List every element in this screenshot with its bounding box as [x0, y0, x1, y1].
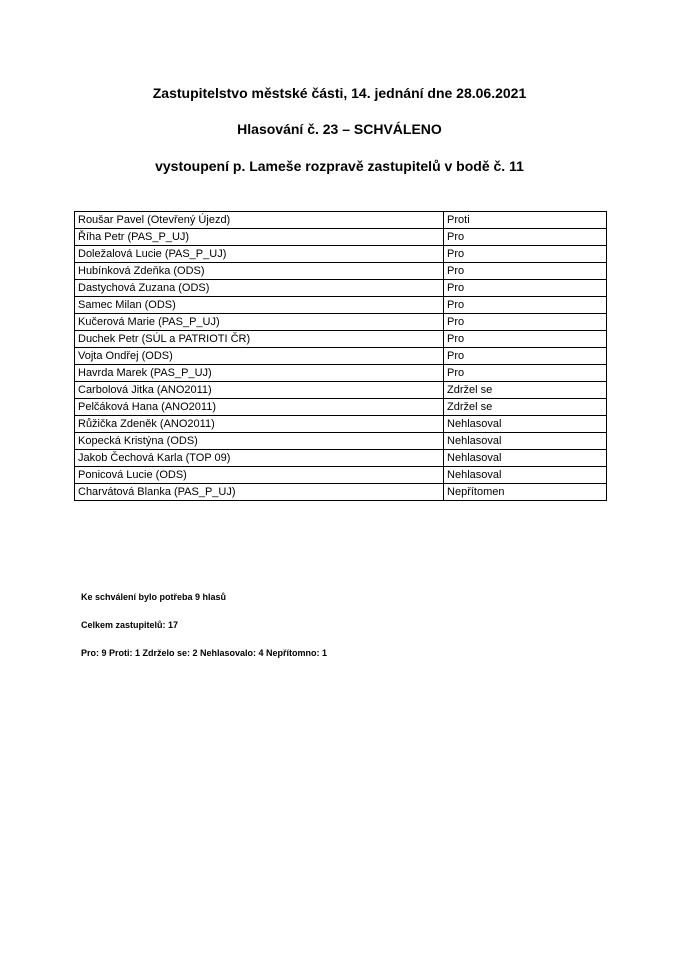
member-vote-cell: Pro: [444, 365, 607, 382]
vote-result-heading: Hlasování č. 23 – SCHVÁLENO: [237, 121, 442, 137]
member-vote-cell: Nehlasoval: [444, 467, 607, 484]
member-vote-cell: Zdržel se: [444, 399, 607, 416]
member-name-cell: Hubínková Zdeňka (ODS): [75, 263, 444, 280]
member-name-cell: Kopecká Kristýna (ODS): [75, 433, 444, 450]
member-name-cell: Ponicová Lucie (ODS): [75, 467, 444, 484]
required-votes-text: Ke schválení bylo potřeba 9 hlasů: [81, 592, 227, 602]
table-row: [75, 246, 607, 263]
table-row: [75, 416, 607, 433]
member-name-cell: Růžička Zdeněk (ANO2011): [75, 416, 444, 433]
table-row: [75, 212, 607, 229]
table-row: [75, 484, 607, 501]
member-vote-cell: Pro: [444, 331, 607, 348]
table-row: [75, 314, 607, 331]
member-name-cell: Havrda Marek (PAS_P_UJ): [75, 365, 444, 382]
member-name-cell: Dastychová Zuzana (ODS): [75, 280, 444, 297]
member-vote-cell: Pro: [444, 229, 607, 246]
member-vote-cell: Pro: [444, 297, 607, 314]
table-row: [75, 433, 607, 450]
table-row: [75, 467, 607, 484]
member-name-cell: Samec Milan (ODS): [75, 297, 444, 314]
member-name-cell: Carbolová Jitka (ANO2011): [75, 382, 444, 399]
vote-subject-heading: vystoupení p. Lameše rozpravě zastupitelů v bodě č. 11: [155, 158, 524, 174]
table-row: [75, 399, 607, 416]
table-row: [75, 297, 607, 314]
member-vote-cell: Zdržel se: [444, 382, 607, 399]
member-name-cell: Vojta Ondřej (ODS): [75, 348, 444, 365]
member-vote-cell: Proti: [444, 212, 607, 229]
table-row: [75, 331, 607, 348]
document-title: Zastupitelstvo městské části, 14. jednání dne 28.06.2021: [152, 85, 527, 101]
table-row: [75, 348, 607, 365]
member-name-cell: Charvátová Blanka (PAS_P_UJ): [75, 484, 444, 501]
table-row: [75, 280, 607, 297]
member-vote-cell: Pro: [444, 246, 607, 263]
votes-table-body: [75, 212, 607, 501]
member-vote-cell: Pro: [444, 263, 607, 280]
member-vote-cell: Pro: [444, 280, 607, 297]
member-vote-cell: Nehlasoval: [444, 433, 607, 450]
table-row: [75, 229, 607, 246]
member-name-cell: Pelčáková Hana (ANO2011): [75, 399, 444, 416]
member-vote-cell: Nepřítomen: [444, 484, 607, 501]
vote-tally-text: Pro: 9 Proti: 1 Zdrželo se: 2 Nehlasovalo: 4 Nepřítomno: 1: [81, 648, 328, 658]
member-vote-cell: Nehlasoval: [444, 416, 607, 433]
table-row: [75, 365, 607, 382]
member-vote-cell: Pro: [444, 314, 607, 331]
member-name-cell: Jakob Čechová Karla (TOP 09): [75, 450, 444, 467]
member-vote-cell: Pro: [444, 348, 607, 365]
table-row: [75, 263, 607, 280]
member-name-cell: Říha Petr (PAS_P_UJ): [75, 229, 444, 246]
member-name-cell: Doležalová Lucie (PAS_P_UJ): [75, 246, 444, 263]
table-row: [75, 382, 607, 399]
table-row: [75, 450, 607, 467]
member-name-cell: Duchek Petr (SÚL a PATRIOTI ČR): [75, 331, 444, 348]
total-members-text: Celkem zastupitelů: 17: [81, 620, 179, 630]
member-name-cell: Roušar Pavel (Otevřený Újezd): [75, 212, 444, 229]
votes-table: [74, 211, 607, 501]
member-name-cell: Kučerová Marie (PAS_P_UJ): [75, 314, 444, 331]
member-vote-cell: Nehlasoval: [444, 450, 607, 467]
